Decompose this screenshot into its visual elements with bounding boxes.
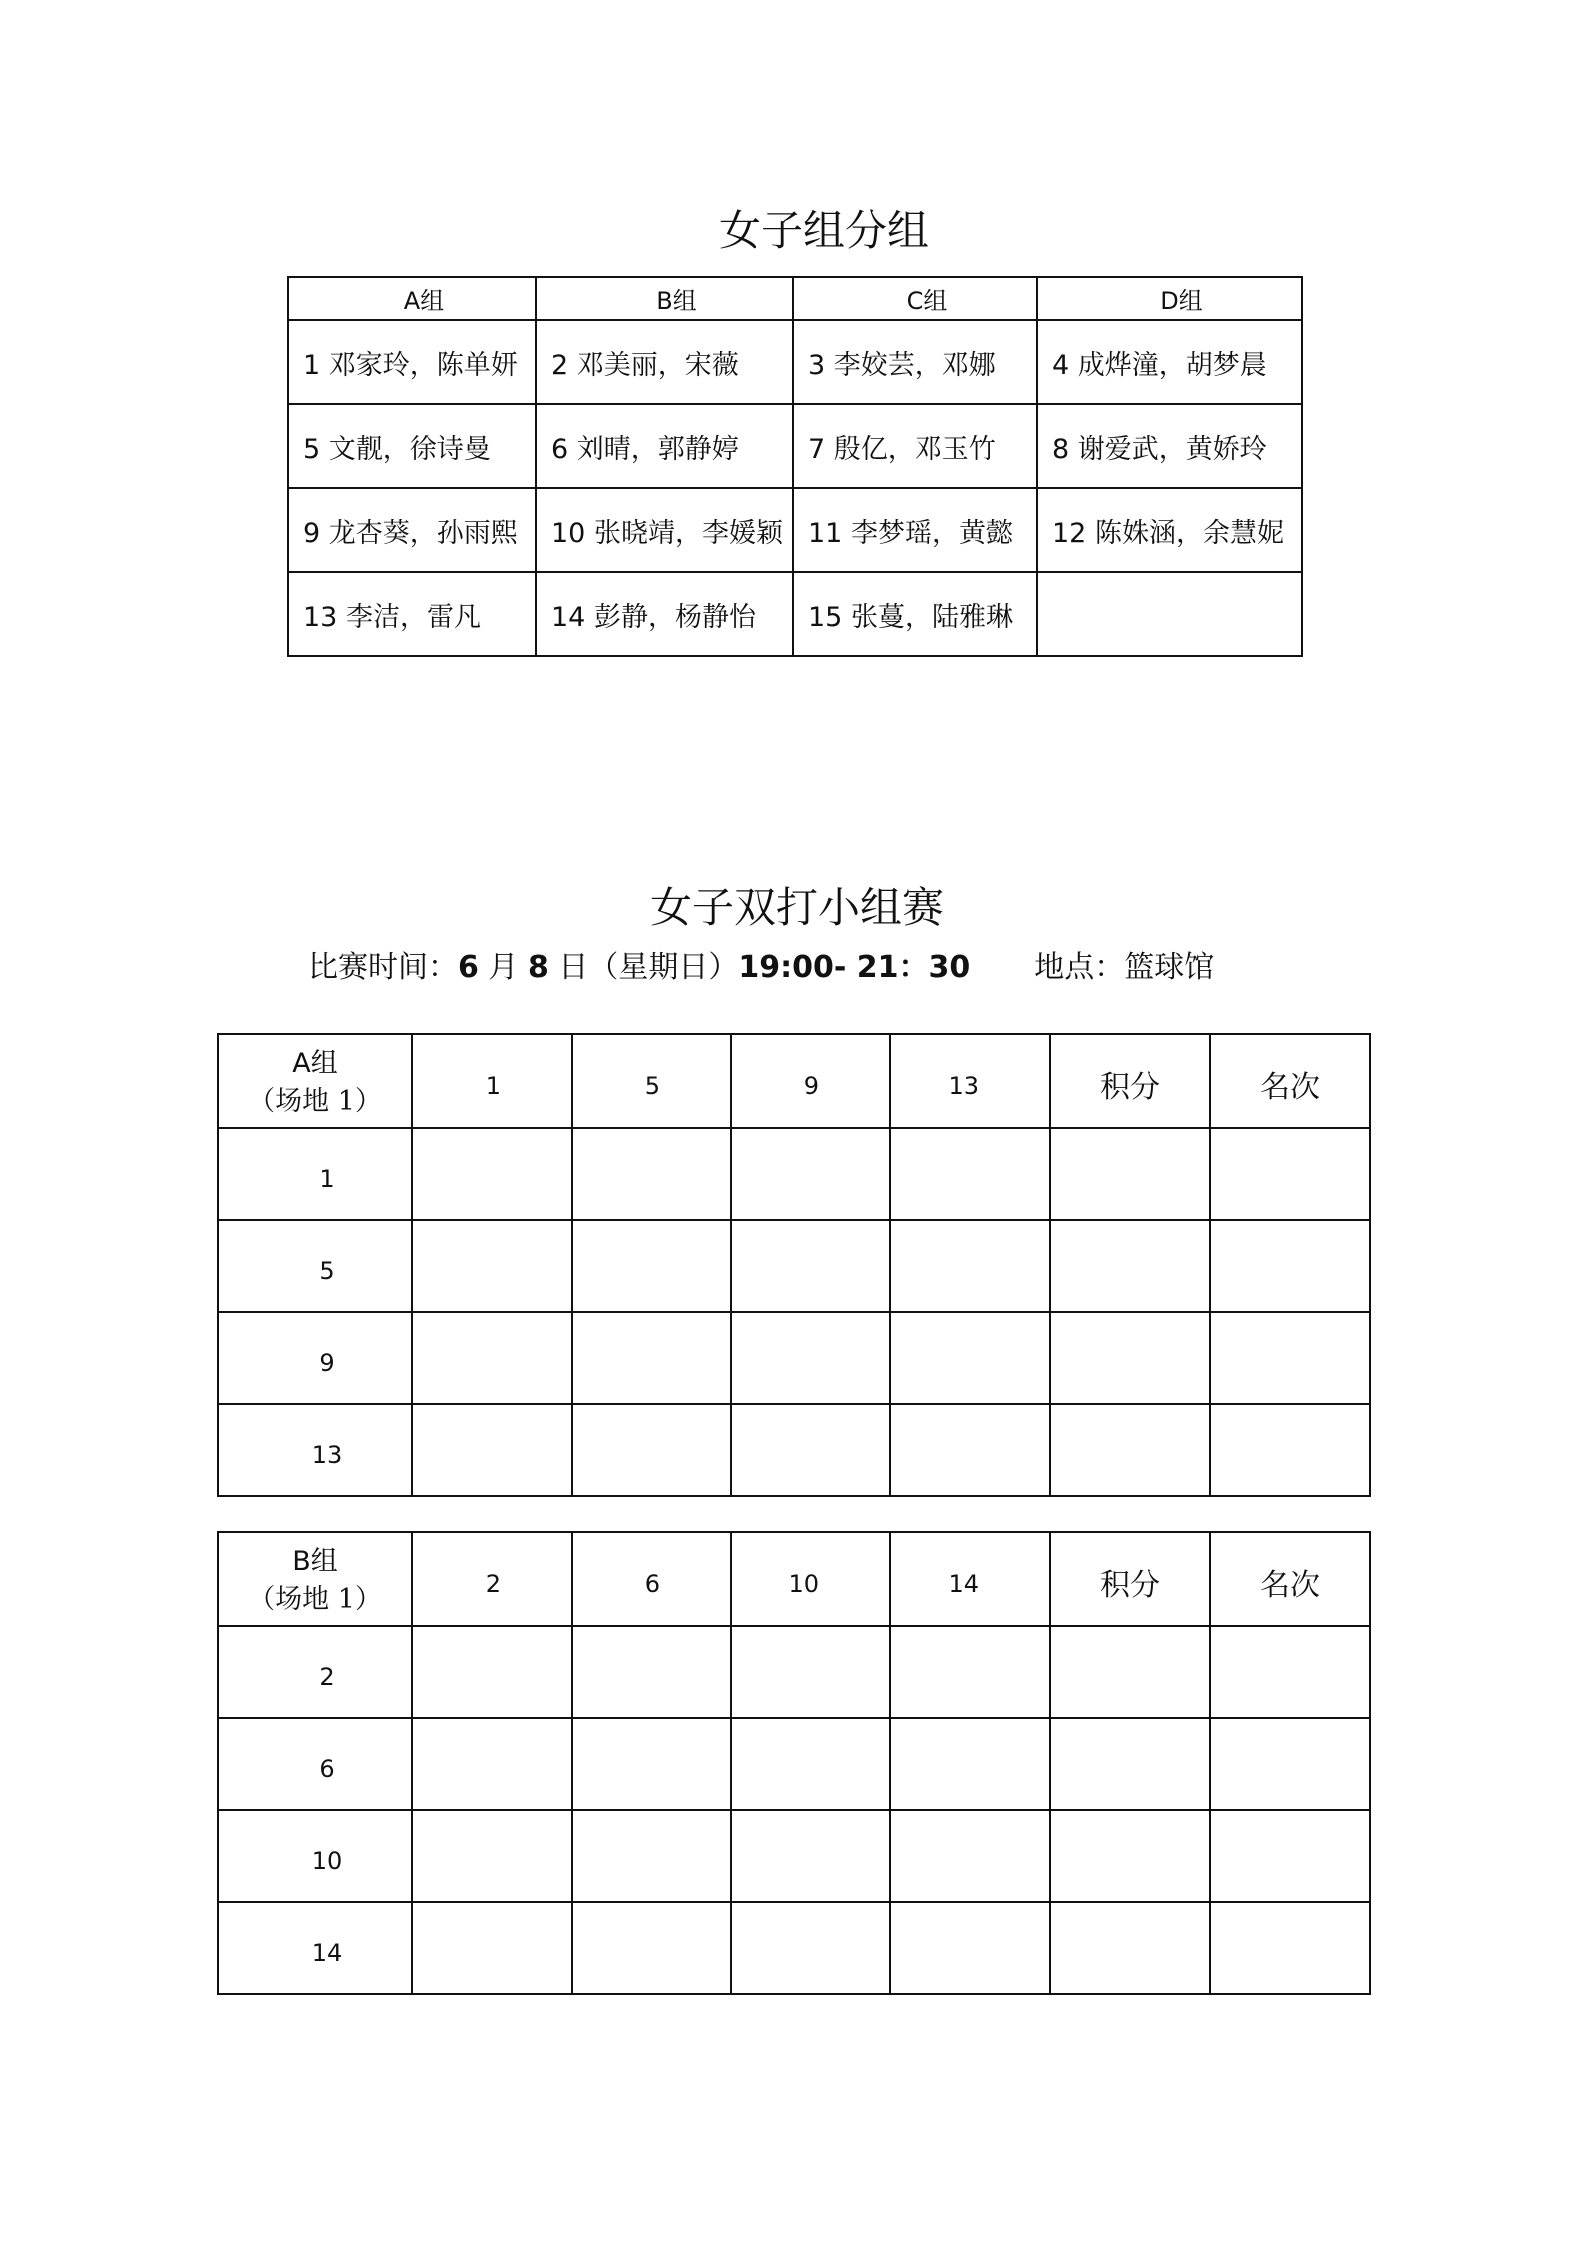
time-range: 19:00- 21：30 [738,950,971,985]
score-cell[interactable] [412,1626,572,1718]
weekday: （星期日） [588,950,739,985]
group-court-label [218,1034,412,1128]
rank-cell[interactable] [1210,1718,1370,1810]
team-cell: 7 殷亿，邓玉竹 [793,404,1037,488]
team-row-label: 9 [218,1312,412,1404]
venue-label: 地点： [1034,950,1125,985]
team-row-label: 1 [218,1128,412,1220]
score-cell[interactable] [731,1220,890,1312]
rank-cell[interactable] [1210,1902,1370,1994]
team-row [218,1128,1370,1220]
score-cell[interactable] [890,1312,1050,1404]
score-cell[interactable] [572,1404,731,1496]
round-robin-table-b [217,1531,1371,1995]
team-cell: 10 张晓靖，李媛颖 [536,488,793,572]
team-row [218,1312,1370,1404]
points-cell[interactable] [1050,1404,1210,1496]
team-cell: 3 李姣芸，邓娜 [793,320,1037,404]
team-cell: 15 张蔓，陆雅琳 [793,572,1037,656]
points-cell[interactable] [1050,1128,1210,1220]
score-cell[interactable] [412,1220,572,1312]
points-cell[interactable] [1050,1220,1210,1312]
team-row [218,1718,1370,1810]
points-cell[interactable] [1050,1902,1210,1994]
opponent-header: 6 [572,1532,731,1626]
court-name: （场地 1） [248,1086,382,1117]
team-cell: 2 邓美丽，宋薇 [536,320,793,404]
groups-header-row [288,277,1302,320]
score-cell[interactable] [572,1312,731,1404]
team-row [218,1626,1370,1718]
team-cell: 13 李洁，雷凡 [288,572,536,656]
round-robin-table-a [217,1033,1371,1497]
group-header-c: C组 [793,277,1037,320]
groups-row [288,488,1302,572]
score-cell[interactable] [890,1810,1050,1902]
opponent-header: 1 [412,1034,572,1128]
points-header: 积分 [1050,1034,1210,1128]
month-unit: 月 [488,950,519,985]
team-cell: 9 龙杏葵，孙雨熙 [288,488,536,572]
group-header-a: A组 [288,277,536,320]
points-cell[interactable] [1050,1810,1210,1902]
score-cell[interactable] [731,1312,890,1404]
score-cell[interactable] [731,1404,890,1496]
group-court-label [218,1532,412,1626]
team-cell: 6 刘晴，郭静婷 [536,404,793,488]
opponent-header: 13 [890,1034,1050,1128]
score-cell[interactable] [890,1902,1050,1994]
score-cell[interactable] [890,1404,1050,1496]
points-header: 积分 [1050,1532,1210,1626]
day-value: 8 [527,950,549,985]
score-cell[interactable] [412,1902,572,1994]
rank-cell[interactable] [1210,1128,1370,1220]
rank-cell[interactable] [1210,1626,1370,1718]
opponent-header: 5 [572,1034,731,1128]
round-robin-header-row [218,1034,1370,1128]
score-cell[interactable] [412,1718,572,1810]
opponent-header: 14 [890,1532,1050,1626]
score-cell[interactable] [572,1128,731,1220]
score-cell[interactable] [572,1220,731,1312]
score-cell[interactable] [890,1626,1050,1718]
group-header-d: D组 [1037,277,1302,320]
score-cell[interactable] [731,1718,890,1810]
team-row-label: 14 [218,1902,412,1994]
team-cell: 12 陈姝涵，余慧妮 [1037,488,1302,572]
court-name: （场地 1） [248,1584,382,1615]
score-cell[interactable] [890,1220,1050,1312]
score-cell[interactable] [412,1404,572,1496]
groups-row [288,320,1302,404]
points-cell[interactable] [1050,1718,1210,1810]
team-cell: 1 邓家玲，陈单妍 [288,320,536,404]
group-header-b: B组 [536,277,793,320]
opponent-header: 10 [731,1532,890,1626]
month-value: 6 [458,950,479,985]
team-row-label: 10 [218,1810,412,1902]
team-cell: 14 彭静，杨静怡 [536,572,793,656]
score-cell[interactable] [412,1312,572,1404]
team-cell: 5 文靓，徐诗曼 [288,404,536,488]
team-row-label: 13 [218,1404,412,1496]
day-unit: 日 [558,950,589,985]
team-cell-empty [1037,572,1302,656]
score-cell[interactable] [412,1128,572,1220]
time-label: 比赛时间： [308,950,458,985]
team-cell: 11 李梦瑶，黄懿 [793,488,1037,572]
groups-title: 女子组分组 [718,209,929,255]
score-cell[interactable] [572,1718,731,1810]
group-name: A组 [292,1048,338,1079]
score-cell[interactable] [412,1810,572,1902]
score-cell[interactable] [890,1718,1050,1810]
score-cell[interactable] [731,1902,890,1994]
points-cell[interactable] [1050,1626,1210,1718]
groups-row [288,404,1302,488]
score-cell[interactable] [572,1810,731,1902]
team-row-label: 5 [218,1220,412,1312]
rank-cell[interactable] [1210,1220,1370,1312]
team-row [218,1902,1370,1994]
rank-cell[interactable] [1210,1404,1370,1496]
score-cell[interactable] [731,1810,890,1902]
score-cell[interactable] [890,1128,1050,1220]
rank-header: 名次 [1210,1532,1370,1626]
groups-row [288,572,1302,656]
team-cell: 8 谢爱武，黄娇玲 [1037,404,1302,488]
round-robin-header-row [218,1532,1370,1626]
score-cell[interactable] [731,1626,890,1718]
score-cell[interactable] [572,1902,731,1994]
doubles-title: 女子双打小组赛 [649,886,944,932]
rank-cell[interactable] [1210,1810,1370,1902]
team-row-label: 6 [218,1718,412,1810]
opponent-header: 9 [731,1034,890,1128]
score-cell[interactable] [572,1626,731,1718]
team-row [218,1220,1370,1312]
points-cell[interactable] [1050,1312,1210,1404]
group-name: B组 [292,1546,338,1577]
groups-table [287,276,1303,657]
score-cell[interactable] [731,1128,890,1220]
team-row-label: 2 [218,1626,412,1718]
team-cell: 4 成烨潼，胡梦晨 [1037,320,1302,404]
team-row [218,1404,1370,1496]
rank-header: 名次 [1210,1034,1370,1128]
opponent-header: 2 [412,1532,572,1626]
rank-cell[interactable] [1210,1312,1370,1404]
schedule-line [308,951,1214,985]
venue-value: 篮球馆 [1124,950,1215,985]
team-row [218,1810,1370,1902]
